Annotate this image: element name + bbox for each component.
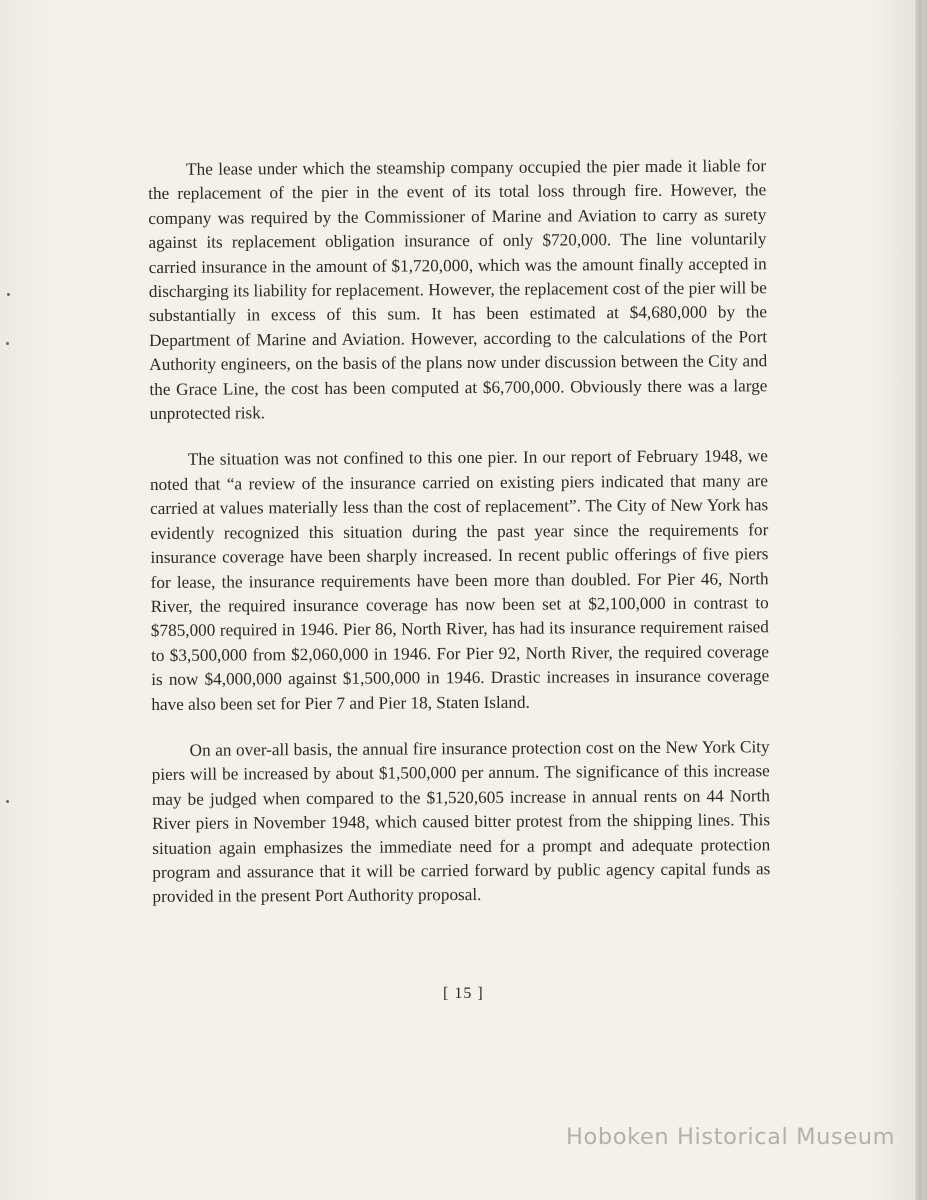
museum-watermark: Hoboken Historical Museum: [566, 1124, 896, 1150]
scan-speck: [6, 342, 9, 345]
paragraph-insurance-requirements: The situation was not confined to this one pier. In our report of February 1948, we noted that “a review of the insurance carried on existing piers indicated that many are carried at values materially less than the cost of replacement”. The City of New York has evidently recognized this situation during the past year since the requirements for insurance coverage have been sharply increased. In recent public offerings of five piers for lease, the insurance requirements have been more than doubled. For Pier 46, North River, the required insurance coverage has now been set at $2,100,000 in contrast to $785,000 required in 1946. Pier 86, North River, has had its insurance requirement raised to $3,500,000 from $2,060,000 in 1946. For Pier 92, North River, the required coverage is now $4,000,000 against $1,500,000 in 1946. Drastic increases in insurance coverage have also been set for Pier 7 and Pier 18, Staten Island.: [149, 446, 770, 714]
paragraph-lease-liability: The lease under which the steamship company occupied the pier made it liable for the replacement of the pier in the event of its total loss through fire. However, the company was required by the Commissioner of Marine and Aviation to carry as surety against its replacement obligation insurance of only $720,000. The line voluntarily carried insurance in the amount of $1,720,000, which was the amount finally accepted in discharging its liability for replacement. However, the replacement cost of the pier will be substantially in excess of this sum. It has been estimated at $4,680,000 by the Department of Marine and Aviation. However, according to the calculations of the Port Authority engineers, on the basis of the plans now under discussion between the City and the Grace Line, the cost has been computed at $6,700,000. Obviously there was a large unprotected risk.: [148, 156, 768, 424]
page-number: [ 15 ]: [443, 985, 484, 1002]
paragraph-overall-cost: On an over-all basis, the annual fire insurance protection cost on the New York City piers will be increased by about $1,500,000 per annum. The significance of this increase may be judged when compared to the $1,520,605 increase in annual rents on 44 North River piers in November 1948, which caused bitter protest from the shipping lines. This situation again emphasizes the immediate need for a prompt and adequate protection program and assurance that it will be carried forward by public agency capital funds as provided in the present Port Authority proposal.: [151, 737, 771, 907]
body-text: [148, 154, 771, 932]
scan-speck: [7, 293, 10, 296]
scan-speck: [6, 800, 9, 803]
page-edge-shadow: [915, 0, 921, 1200]
